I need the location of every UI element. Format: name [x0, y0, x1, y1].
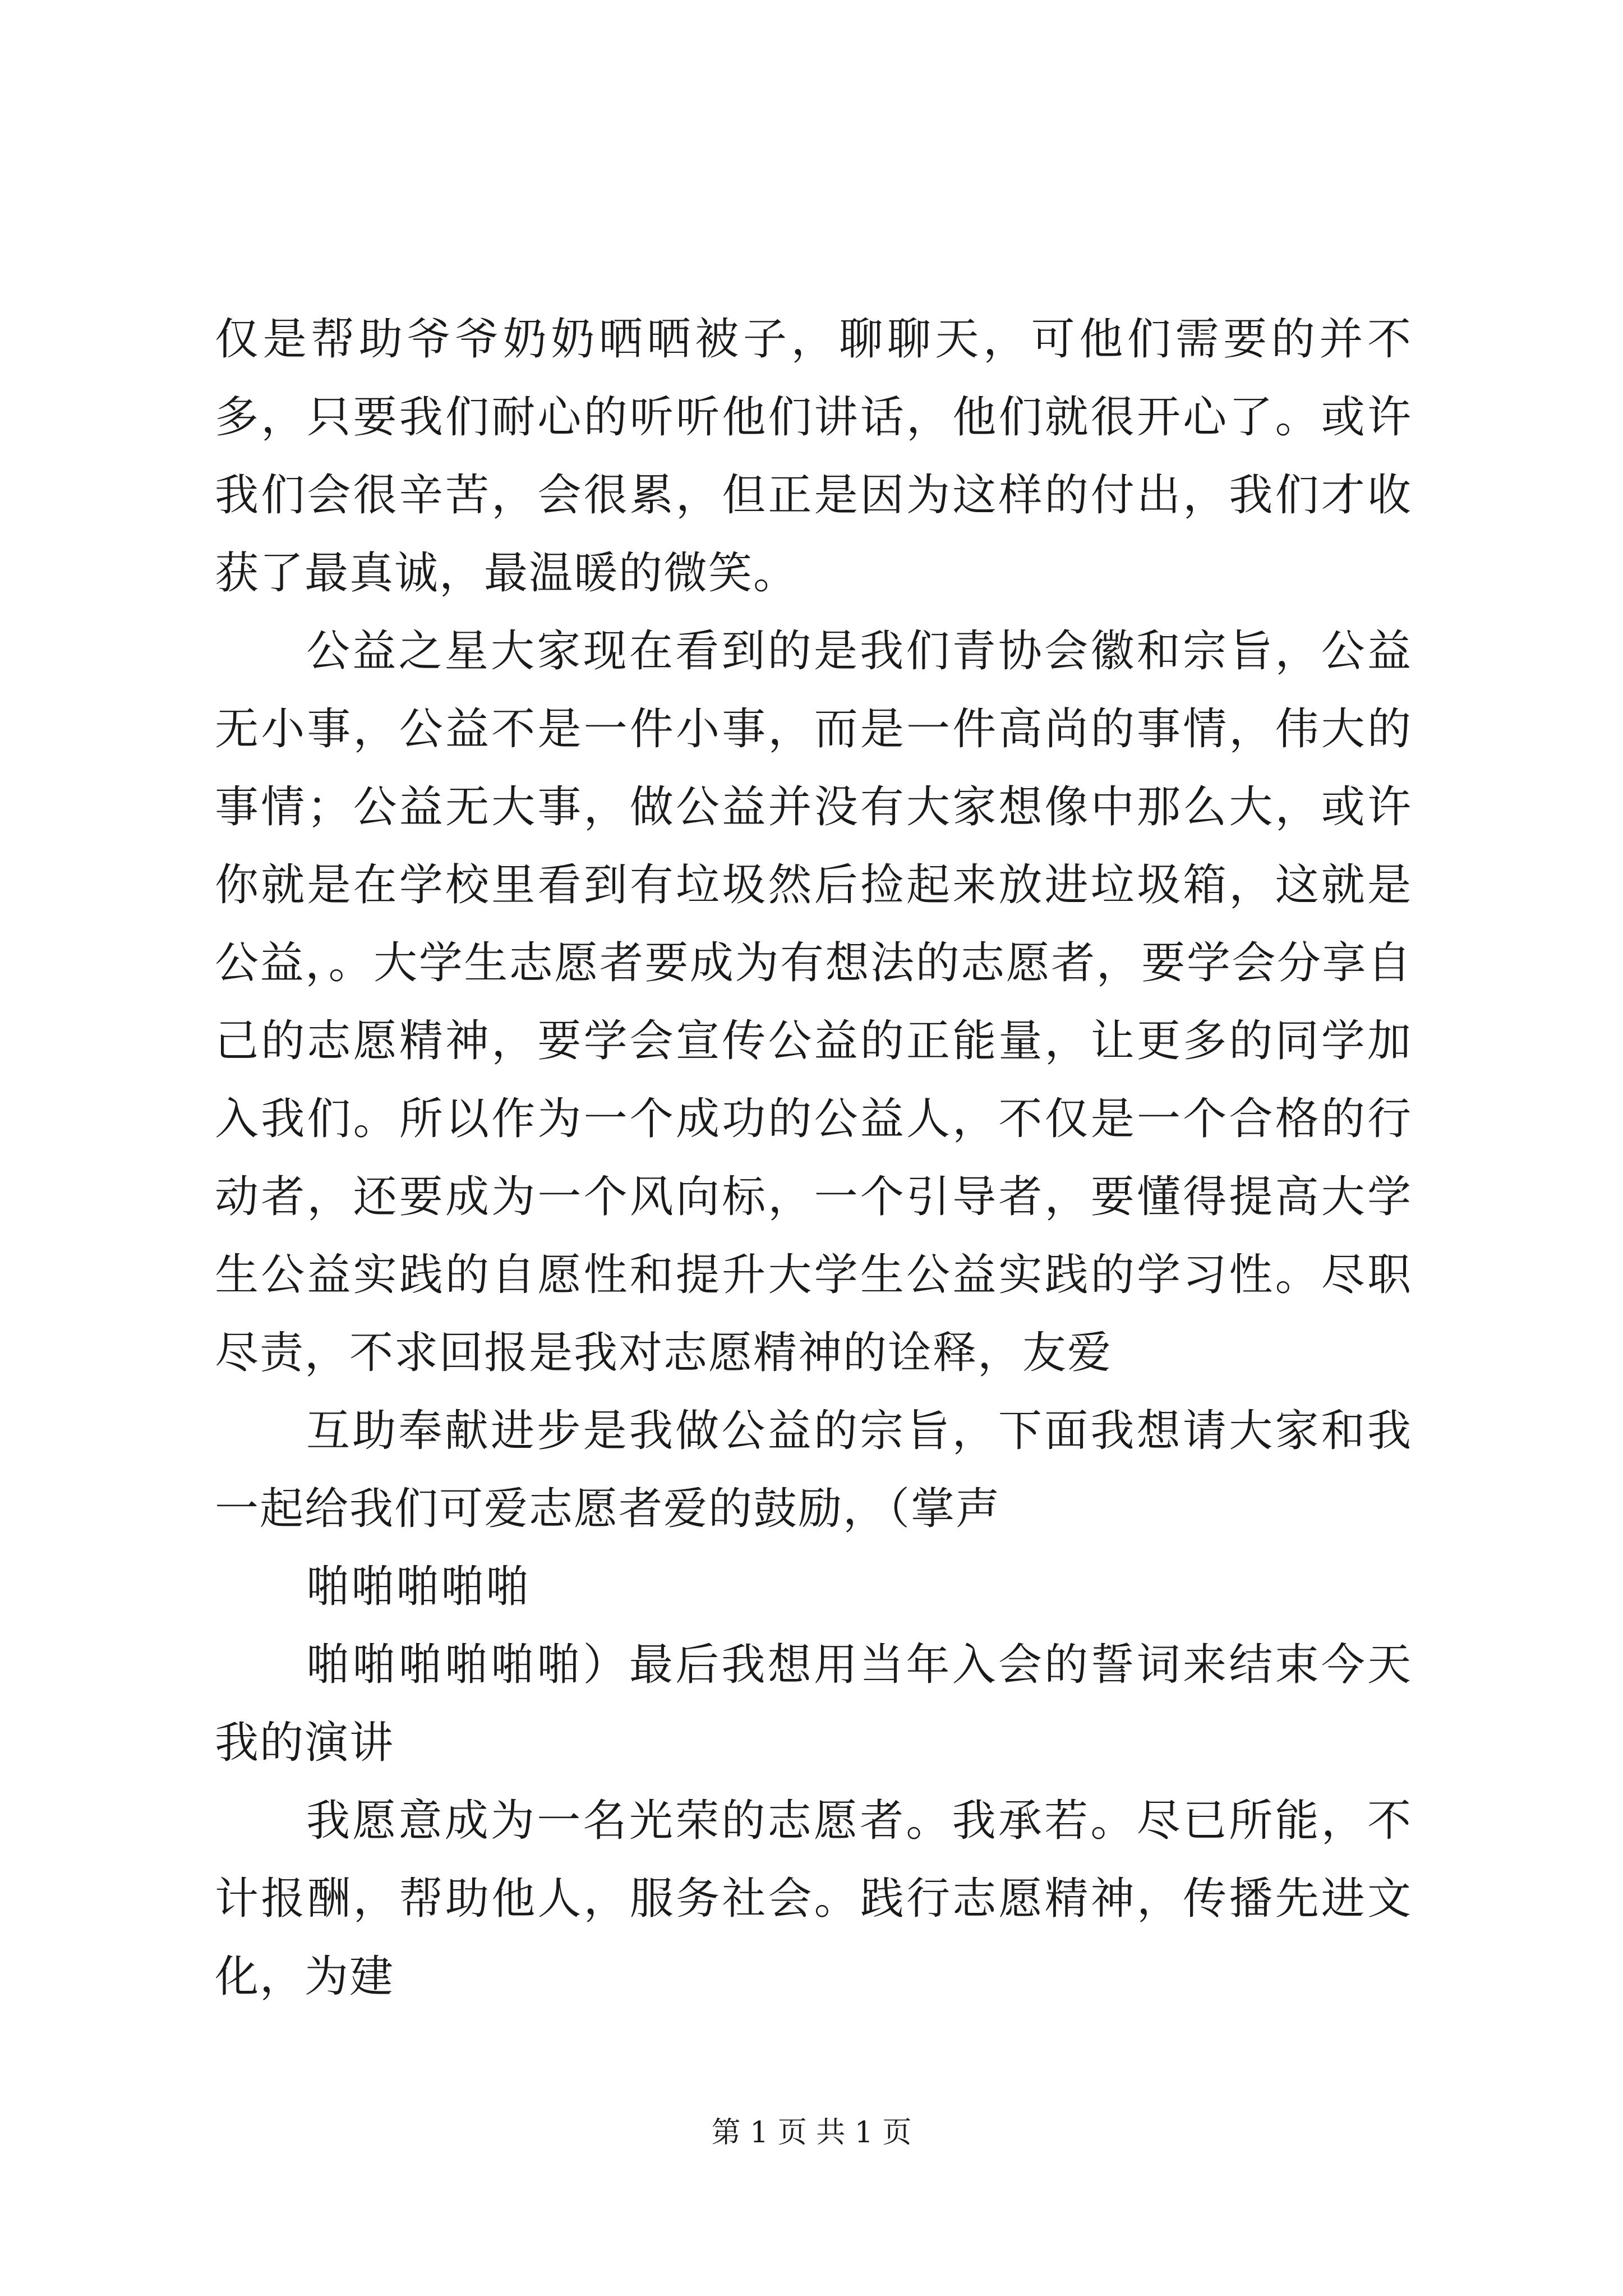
paragraph-3: 互助奉献进步是我做公益的宗旨，下面我想请大家和我一起给我们可爱志愿者爱的鼓励，（掌声	[215, 1406, 1412, 1534]
paragraph-2: 公益之星大家现在看到的是我们青协会徽和宗旨，公益无小事，公益不是一件小事，而是一件高尚的事情，伟大的事情；公益无大事，做公益并没有大家想像中那么大，或许你就是在学校里看到有垃圾然后捡起来放进垃圾箱，这就是公益，。大学生志愿者要成为有想法的志愿者，要学会分享自己的志愿精神，要学会宣传公益的正能量，让更多的同学加入我们。所以作为一个成功的公益人，不仅是一个合格的行动者，还要成为一个风向标，一个引导者，要懂得提高大学生公益实践的自愿性和提升大学生公益实践的学习性。尽职尽责，不求回报是我对志愿精神的诠释，友爱	[215, 626, 1412, 1378]
paragraph-1: 仅是帮助爷爷奶奶晒晒被子，聊聊天，可他们需要的并不多，只要我们耐心的听听他们讲话，他们就很开心了。或许我们会很辛苦，会很累，但正是因为这样的付出，我们才收获了最真诚，最温暖的微笑。	[215, 314, 1412, 599]
document-body	[215, 301, 1412, 2016]
paragraph-4: 啪啪啪啪啪	[306, 1562, 531, 1612]
paragraph-6: 我愿意成为一名光荣的志愿者。我承若。尽已所能，不计报酬，帮助他人，服务社会。践行志愿精神，传播先进文化，为建	[215, 1796, 1412, 2002]
paragraph-5: 啪啪啪啪啪啪）最后我想用当年入会的誓词来结束今天我的演讲	[215, 1640, 1412, 1768]
page-footer: 第 1 页 共 1 页	[711, 2116, 912, 2150]
